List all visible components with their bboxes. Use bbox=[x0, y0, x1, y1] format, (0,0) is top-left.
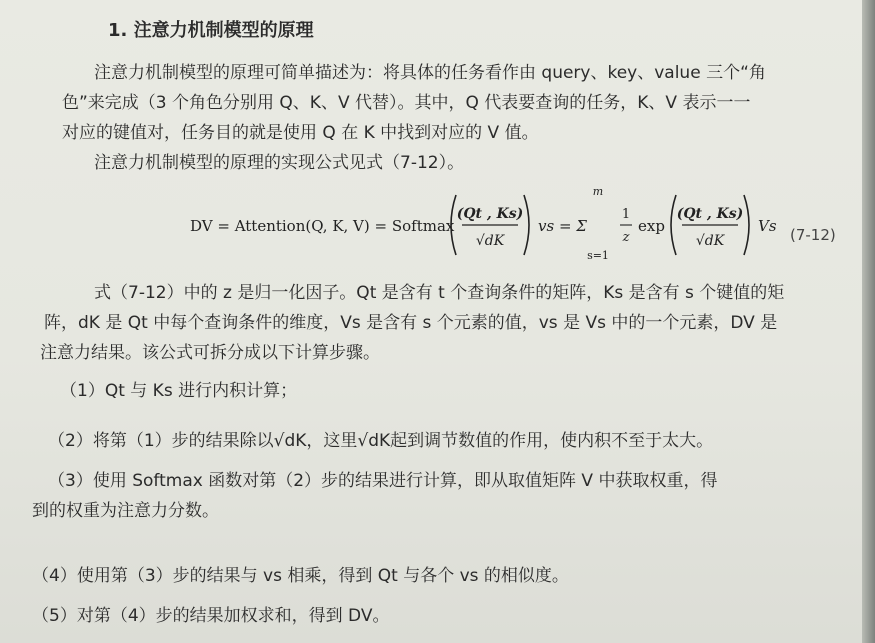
equation-number: (7-12) bbox=[790, 226, 836, 244]
formula-exp-frac-top: (Qt , Ks) bbox=[676, 206, 744, 222]
formula-sum-bottom: s=1 bbox=[587, 249, 609, 262]
step-item: （3）使用 Softmax 函数对第（2）步的结果进行计算，即从取值矩阵 V 中获取权重，得 bbox=[48, 471, 718, 491]
page-edge bbox=[862, 0, 875, 643]
formula-tail: Vs bbox=[758, 217, 777, 235]
step-item: 到的权重为注意力分数。 bbox=[32, 501, 219, 521]
attention-formula bbox=[190, 185, 810, 265]
formula-one: 1 bbox=[621, 207, 631, 222]
step-item: （5）对第（4）步的结果加权求和，得到 DV。 bbox=[32, 606, 390, 626]
paragraph-line: 对应的键值对，任务目的就是使用 Q 在 K 中找到对应的 V 值。 bbox=[62, 123, 539, 143]
paragraph-line: 式（7-12）中的 z 是归一化因子。Qt 是含有 t 个查询条件的矩阵，Ks 是含有 s 个键值的矩 bbox=[94, 283, 785, 303]
formula-mid: vs = Σ bbox=[538, 217, 587, 235]
paragraph-line: 注意力机制模型的原理可简单描述为：将具体的任务看作由 query、key、value 三个“角 bbox=[94, 63, 766, 83]
paragraph-line: 注意力机制模型的原理的实现公式见式（7-12）。 bbox=[94, 153, 465, 173]
formula-frac-top: (Qt , Ks) bbox=[456, 206, 524, 222]
step-item: （4）使用第（3）步的结果与 vs 相乘，得到 Qt 与各个 vs 的相似度。 bbox=[32, 566, 569, 586]
step-item: （2）将第（1）步的结果除以√dK，这里√dK起到调节数值的作用，使内积不至于太大。 bbox=[48, 431, 714, 451]
paragraph-line: 阵，dK 是 Qt 中每个查询条件的维度，Vs 是含有 s 个元素的值，vs 是 Vs 中的一个元素，DV 是 bbox=[44, 313, 778, 333]
formula-frac-bottom: √dK bbox=[475, 233, 505, 249]
step-item: （1）Qt 与 Ks 进行内积计算； bbox=[60, 381, 298, 401]
section-title: 1. 注意力机制模型的原理 bbox=[108, 20, 314, 41]
paragraph-line: 色”来完成（3 个角色分别用 Q、K、V 代替）。其中，Q 代表要查询的任务，K、V 表示一一 bbox=[62, 93, 751, 113]
formula-lhs: DV = Attention(Q, K, V) = Softmax bbox=[190, 217, 455, 235]
formula-exp-frac-bottom: √dK bbox=[695, 233, 725, 249]
formula-sum-top: m bbox=[592, 185, 604, 198]
paragraph-line: 注意力结果。该公式可拆分成以下计算步骤。 bbox=[40, 343, 380, 363]
formula-exp: exp bbox=[638, 217, 665, 235]
formula-z: z bbox=[622, 230, 630, 245]
